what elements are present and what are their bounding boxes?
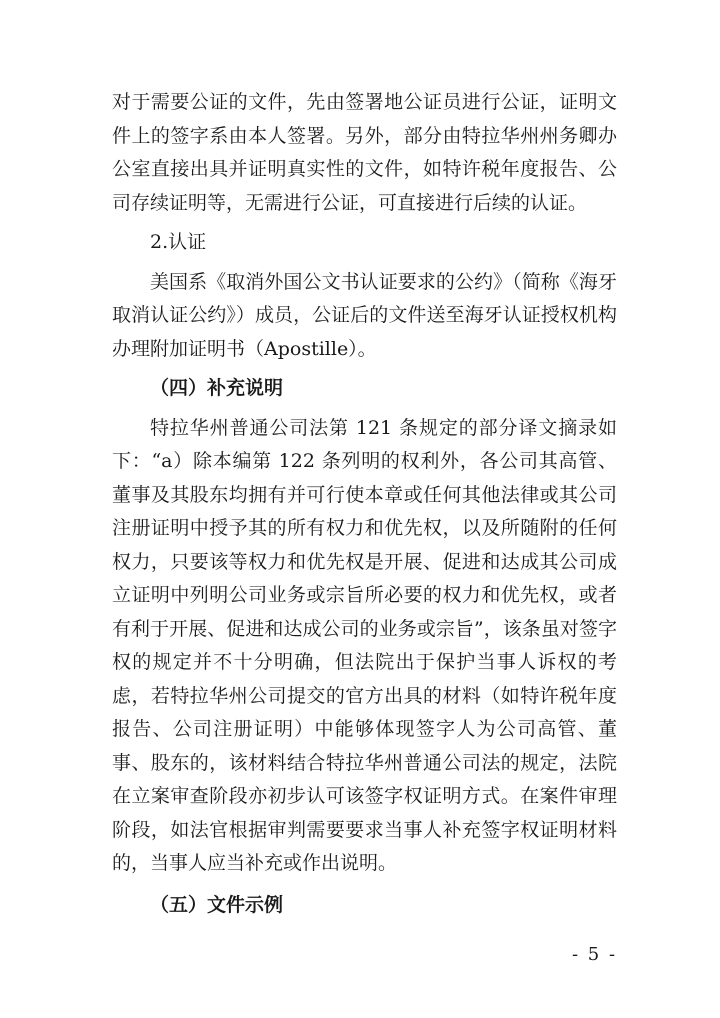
heading-document-examples: （五）文件示例 [150,893,284,916]
paragraph-delaware-law: 特拉华州普通公司法第 121 条规定的部分译文摘录如下：“a）除本编第 122 条列明的权利外，各公司其高管、董事及其股东均拥有并可行使本章或任何其他法律或其公司注册证明中授予其的所有权力和优先权，以及所随附的任何权力，只要该等权力和优先权是开展、促进和达成其公司成立证明中列明公司业务或宗旨所必要的权力和优先权，或者有利于开展、促进和达成公司的业务或宗旨”，该条虽对签字权的规定并不十分明确，但法院出于保护当事人诉权的考虑，若特拉华州公司提交的官方出具的材料（如特许税年度报告、公司注册证明）中能够体现签字人为公司高管、董事、股东的，该材料结合特拉华州普通公司法的规定，法院在立案审查阶段亦初步认可该签字权证明方式。在案件审理阶段，如法官根据审判需要要求当事人补充签字权证明材料的，当事人应当补充或作出说明。 [112,416,617,874]
paragraph-apostille: 美国系《取消外国公文书认证要求的公约》（简称《海牙取消认证公约》）成员，公证后的文件送至海牙认证授权机构办理附加证明书（Apostille）。 [112,270,617,360]
heading-supplementary-notes: （四）补充说明 [150,377,284,399]
heading-authentication: 2.认证 [150,231,207,253]
spacer [112,881,617,889]
page-number: - 5 - [572,944,618,965]
paragraph-notarization: 对于需要公证的文件，先由签署地公证员进行公证，证明文件上的签字系由本人签署。另外，部分由特拉华州州务卿办公室直接出具并证明真实性的文件，如特许税年度报告、公司存续证明等，无需进行公证，可直接进行后续的认证。 [112,91,617,214]
document-body [112,86,617,922]
